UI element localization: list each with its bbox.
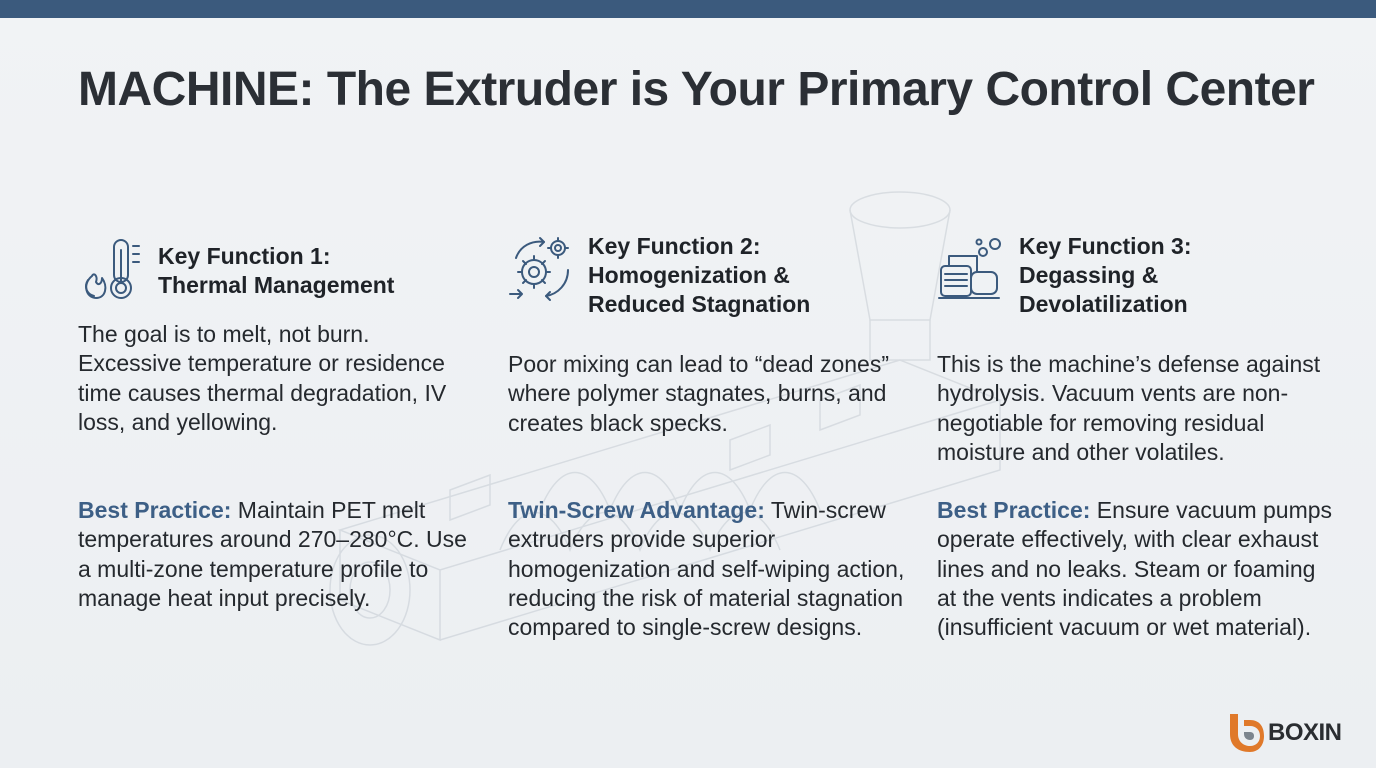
boxin-logo [1226, 712, 1342, 754]
key-function-1-heading: Key Function 1: Thermal Management [158, 243, 395, 298]
key-function-1-body: The goal is to melt, not burn. Excessive temperature or residence time causes thermal degradation, IV loss, and yellowing. [78, 321, 447, 435]
twin-screw-label: Twin-Screw Advantage: [508, 497, 765, 523]
key-function-3-body: This is the machine’s defense against hydrolysis. Vacuum vents are non-negotiable for removing residual moisture and other volatiles. [937, 351, 1321, 465]
key-function-1-header [78, 236, 478, 332]
best-practice-label: Best Practice: [78, 497, 232, 523]
key-function-3-header [937, 232, 1337, 328]
key-function-2-body: Poor mixing can lead to “dead zones” where polymer stagnates, burns, and creates black specks. [508, 351, 889, 436]
key-function-2-heading: Key Function 2: Homogenization & Reduced Stagnation [588, 233, 811, 317]
page-title: MACHINE: The Extruder is Your Primary Control Center [78, 63, 1315, 116]
key-function-3-practice: Best Practice: Ensure vacuum pumps operate effectively, with clear exhaust lines and no leaks. Steam or foaming at the vents indicates a problem (insufficient vacuum or wet material). [937, 497, 1333, 641]
key-function-1-practice: Best Practice: Maintain PET melt temperatures around 270–280°C. Use a multi-zone temperature profile to manage heat input precisely. [78, 497, 467, 611]
best-practice-label: Best Practice: [937, 497, 1091, 523]
boxin-logo-mark-icon [1226, 712, 1264, 754]
gears-cycle-icon [508, 234, 576, 304]
top-accent-bar [0, 0, 1376, 18]
key-function-2-header [508, 232, 908, 328]
vacuum-pump-icon [937, 236, 1007, 304]
key-function-3 [937, 232, 1337, 641]
key-function-1 [78, 236, 478, 611]
key-function-2 [508, 232, 908, 641]
key-function-2-practice: Twin-Screw Advantage: Twin-screw extruders provide superior homogenization and self-wiping action, reducing the risk of material stagnation compared to single-screw designs. [508, 497, 905, 641]
key-function-3-heading: Key Function 3: Degassing & Devolatilization [1019, 233, 1192, 317]
logo-text: BOXIN [1268, 719, 1342, 746]
thermometer-flame-icon [78, 236, 146, 304]
